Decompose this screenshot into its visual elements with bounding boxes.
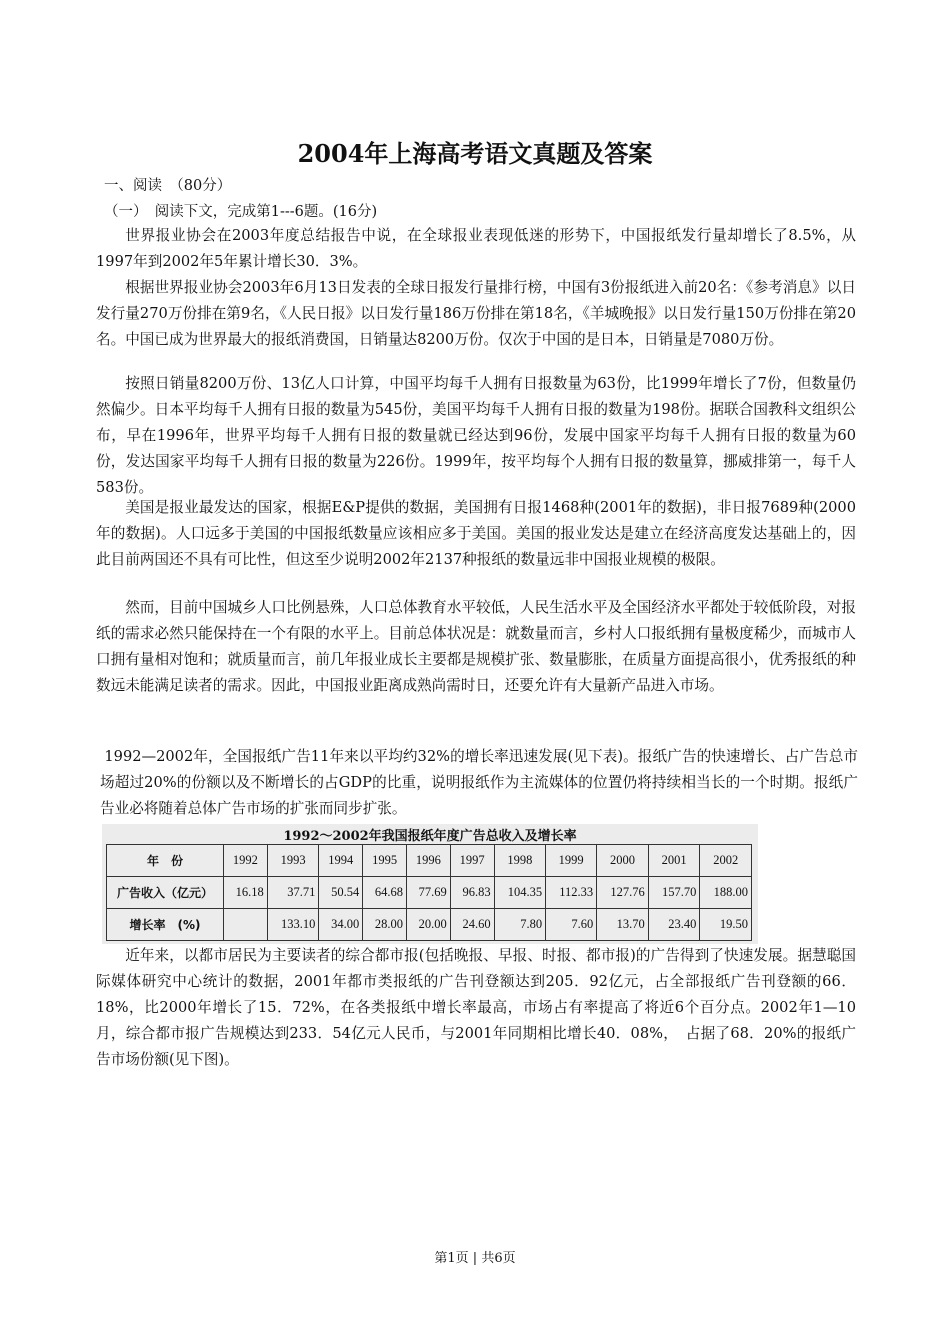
table-cell: 1996 — [406, 845, 450, 877]
paragraph-5: 然而，目前中国城乡人口比例悬殊，人口总体教育水平较低，人民生活水平及全国经济水平都处于较低阶段，对报纸的需求必然只能保持在一个有限的水平上。目前总体状况是：就数量而言，乡村人口报纸拥有量极度稀少，而城市人口拥有量相对饱和；就质量而言，前几年报业成长主要都是规模扩张、数量膨胀，在质量方面提高很小，优秀报纸的种数远未能满足读者的需求。因此，中国报业距离成熟尚需时日，还要允许有大量新产品进入市场。 — [96, 599, 856, 694]
page-title: 2004年上海高考语文真题及答案 — [297, 139, 653, 168]
section-heading: 一、阅读 （80分） — [104, 178, 232, 194]
row-header-revenue: 广告收入（亿元） — [107, 877, 224, 909]
table-cell: 127.76 — [597, 877, 649, 909]
paragraph-3: 按照日销量8200万份、13亿人口计算，中国平均每千人拥有日报数量为63份，比1999年增长了7份，但数量仍然偏少。日本平均每千人拥有日报的数量为545份，美国平均每千人拥有日报的数量为198份。据联合国教科文组织公布，早在1996年，世界平均每千人拥有日报的数量就已经达到96份，发展中国家平均每千人拥有日报的数量为60份，发达国家平均每千人拥有日报的数量为226份。1999年，按平均每个人拥有日报的数量算，挪威排第一，每千人583份。 — [96, 375, 856, 496]
table-cell: 188.00 — [700, 877, 752, 909]
table-caption: 1992～2002年我国报纸年度广告总收入及增长率 — [283, 829, 577, 844]
table-cell: 50.54 — [319, 877, 363, 909]
table-cell: 24.60 — [450, 909, 494, 941]
table-cell: 23.40 — [648, 909, 700, 941]
paragraph-4: 美国是报业最发达的国家，根据E&P提供的数据，美国拥有日报1468种(2001年的数据)，非日报7689种(2000年的数据)。人口远多于美国的中国报纸数量应该相应多于美国。美国的报业发达是建立在经济高度发达基础上的，因此目前两国还不具有可比性，但这至少说明2002年2137种报纸的数量远非中国报业规模的极限。 — [96, 499, 856, 568]
table-cell: 77.69 — [406, 877, 450, 909]
table-cell: 96.83 — [450, 877, 494, 909]
table-cell: 1994 — [319, 845, 363, 877]
table-cell: 2002 — [700, 845, 752, 877]
table-cell: 16.18 — [224, 877, 268, 909]
ad-paragraph: 1992—2002年，全国报纸广告11年来以平均约32%的增长率迅速发展(见下表)。报纸广告的快速增长、占广告总市场超过20%的份额以及不断增长的占GDP的比重，说明报纸作为主流媒体的位置仍将持续相当长的一个时期。报纸广告业必将随着总体广告市场的扩张而同步扩张。 — [100, 748, 858, 817]
table-cell: 112.33 — [546, 877, 597, 909]
table-cell: 1993 — [267, 845, 319, 877]
table-cell: 64.68 — [363, 877, 407, 909]
table-cell: 1995 — [363, 845, 407, 877]
table-cell: 2001 — [648, 845, 700, 877]
table-row-revenue — [107, 877, 752, 909]
table-row-growth — [107, 909, 752, 941]
table-cell: 20.00 — [406, 909, 450, 941]
ad-revenue-table — [106, 844, 752, 941]
row-header-growth: 增长率 (%) — [107, 909, 224, 941]
table-cell: 28.00 — [363, 909, 407, 941]
table-row-years — [107, 845, 752, 877]
table-cell: 1997 — [450, 845, 494, 877]
table-cell: 1999 — [546, 845, 597, 877]
table-cell: 37.71 — [267, 877, 319, 909]
paragraph-2: 根据世界报业协会2003年6月13日发表的全球日报发行量排行榜，中国有3份报纸进入前20名：《参考消息》以日发行量270万份排在第9名，《人民日报》以日发行量186万份排在第18名，《羊城晚报》以日发行量150万份排在第20名。中国已成为世界最大的报纸消费国，日销量达8200万份。仅次于中国的是日本，日销量是7080万份。 — [96, 279, 856, 348]
table-cell: 2000 — [597, 845, 649, 877]
table-cell: 13.70 — [597, 909, 649, 941]
table-cell: 19.50 — [700, 909, 752, 941]
table-cell: 104.35 — [494, 877, 546, 909]
table-cell — [224, 909, 268, 941]
table-cell: 34.00 — [319, 909, 363, 941]
paragraph-1: 世界报业协会在2003年度总结报告中说，在全球报业表现低迷的形势下，中国报纸发行量却增长了8.5%，从1997年到2002年5年累计增长30．3%。 — [96, 227, 856, 270]
table-cell: 157.70 — [648, 877, 700, 909]
table-cell: 1998 — [494, 845, 546, 877]
table-cell: 7.60 — [546, 909, 597, 941]
row-header-year: 年 份 — [107, 845, 224, 877]
page-footer: 第1页 | 共6页 — [434, 1251, 516, 1266]
table-cell: 1992 — [224, 845, 268, 877]
ad-revenue-table-image — [102, 824, 758, 944]
closing-paragraph: 近年来，以都市居民为主要读者的综合都市报(包括晚报、早报、时报、都市报)的广告得到了快速发展。据慧聪国际媒体研究中心统计的数据，2001年都市类报纸的广告刊登额达到205．92亿元，占全部报纸广告刊登额的66．18%，比2000年增长了15．72%，在各类报纸中增长率最高，市场占有率提高了将近6个百分点。2002年1—10月，综合都市报广告规模达到233．54亿元人民币，与2001年同期相比增长40．08%， 占据了68．20%的报纸广告市场份额(见下图)。 — [96, 947, 856, 1068]
table-cell: 7.80 — [494, 909, 546, 941]
table-cell: 133.10 — [267, 909, 319, 941]
subsection-heading: （一） 阅读下文，完成第1---6题。(16分) — [104, 204, 378, 220]
